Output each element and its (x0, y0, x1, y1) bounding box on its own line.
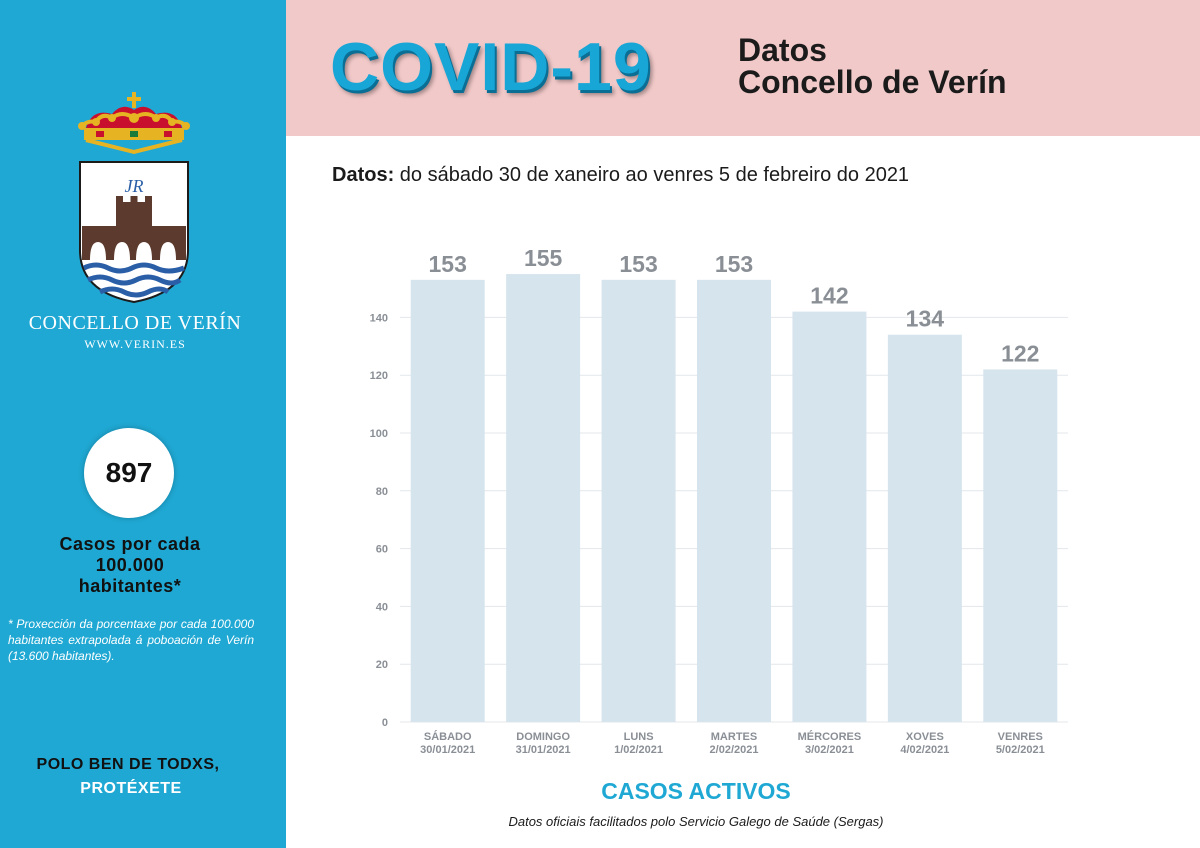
rate-label-line3: habitantes* (78, 576, 182, 596)
y-tick-label: 140 (369, 312, 388, 325)
x-tick-date-label: 1/02/2021 (614, 744, 664, 756)
rate-badge (84, 428, 174, 518)
bar-value-label: 134 (905, 305, 945, 332)
x-tick-date-label: 30/01/2021 (420, 744, 476, 756)
active-cases-bar-chart (286, 136, 1200, 776)
chart-caption: CASOS ACTIVOS (601, 778, 791, 804)
bar-value-label: 153 (714, 250, 754, 277)
side-title-line1: Datos (738, 32, 827, 68)
svg-text:JR: JR (124, 176, 144, 196)
crown-icon (78, 92, 190, 152)
x-tick-label: VENRES (997, 731, 1043, 743)
x-tick-date-label: 2/02/2021 (709, 744, 759, 756)
y-tick-label: 20 (375, 659, 388, 672)
coat-of-arms-icon (72, 92, 196, 306)
rate-label-line2: 100.000 (95, 555, 165, 575)
footnote: * Proxección da porcentaxe por cada 100.000 habitantes extrapolada á poboación de Verín (13.600 habitantes). (8, 617, 254, 663)
x-tick-label: MÉRCORES (797, 731, 862, 743)
x-tick-date-label: 5/02/2021 (995, 744, 1045, 756)
side-title (738, 34, 1007, 98)
bar-value-label: 153 (619, 250, 658, 277)
bar-mércores (792, 312, 866, 722)
bar-luns (602, 280, 676, 722)
x-tick-date-label: 4/02/2021 (900, 744, 950, 756)
x-tick-label: XOVES (905, 731, 944, 743)
y-tick-label: 80 (375, 485, 388, 498)
bar-martes (697, 280, 771, 722)
bar-venres (983, 369, 1057, 722)
y-tick-label: 40 (375, 601, 388, 614)
bar-sábado (411, 280, 485, 722)
municipality-name: CONCELLO DE VERÍN (28, 312, 242, 334)
bar-domingo (506, 274, 580, 722)
x-tick-date-label: 31/01/2021 (515, 744, 571, 756)
main-content (286, 136, 1200, 848)
bar-value-label: 142 (810, 282, 849, 309)
x-tick-label: SÁBADO (423, 731, 472, 743)
rate-label (0, 534, 260, 597)
slogan-line2: PROTÉXETE (80, 780, 182, 797)
subtitle-text: do sábado 30 de xaneiro ao venres 5 de febreiro do 2021 (394, 164, 910, 186)
header (286, 0, 1200, 136)
rate-value: 897 (105, 457, 153, 488)
y-tick-label: 120 (369, 370, 388, 383)
data-source: Datos oficiais facilitados polo Servicio Galego de Saúde (Sergas) (508, 814, 884, 829)
main-title: COVID-19 (330, 29, 652, 105)
slogan-line1: POLO BEN DE TODXS, (36, 756, 220, 773)
x-tick-date-label: 3/02/2021 (804, 744, 854, 756)
x-tick-label: MARTES (710, 731, 758, 743)
bar-value-label: 122 (1001, 340, 1040, 367)
x-tick-label: DOMINGO (516, 731, 571, 743)
subtitle-bold: Datos: (332, 164, 395, 186)
y-tick-label: 100 (369, 428, 388, 440)
bar-value-label: 155 (523, 245, 563, 272)
x-tick-label: LUNS (623, 731, 654, 743)
website-label: WWW.VERIN.ES (84, 337, 186, 351)
sidebar (0, 0, 286, 848)
side-title-line2: Concello de Verín (738, 64, 1007, 100)
rate-label-line1: Casos por cada (59, 534, 201, 554)
bar-xoves (888, 335, 962, 722)
bar-value-label: 153 (428, 250, 467, 277)
y-tick-label: 0 (381, 717, 388, 729)
y-tick-label: 60 (375, 543, 388, 556)
